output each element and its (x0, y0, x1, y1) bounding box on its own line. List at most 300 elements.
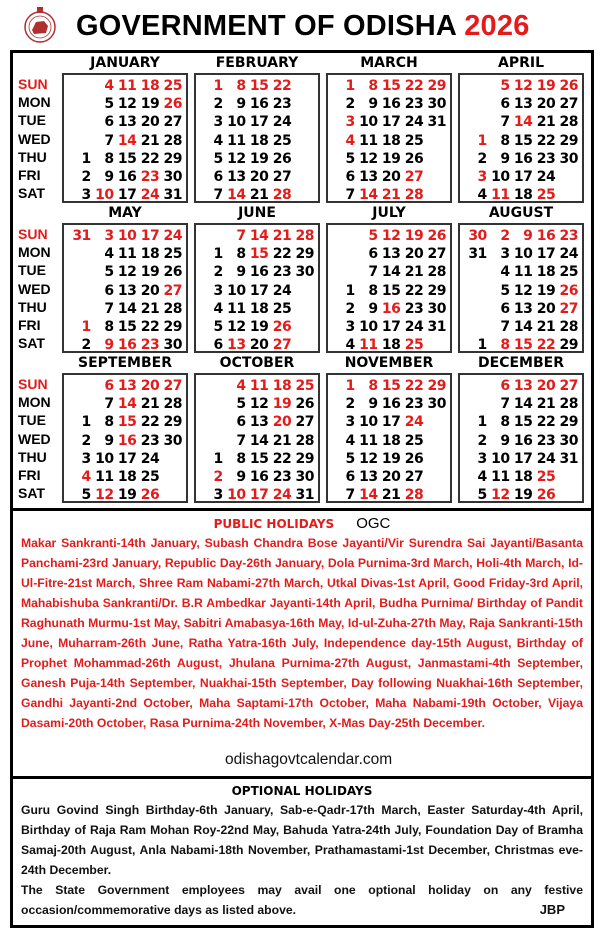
date: 29 (163, 414, 182, 431)
date: 25 (272, 300, 292, 317)
date: 19 (140, 264, 160, 281)
date: 12 (227, 150, 246, 167)
weekday-row (464, 336, 578, 354)
date: 30 (559, 150, 578, 167)
weekday-row (464, 300, 578, 318)
date (291, 168, 314, 186)
weekday-row (464, 395, 578, 413)
date: 9 (500, 150, 510, 167)
date: 19 (513, 487, 533, 504)
date: 19 (381, 450, 401, 467)
date (423, 432, 446, 450)
date: 19 (249, 150, 269, 167)
date (555, 486, 578, 504)
divider (10, 776, 594, 779)
date (423, 132, 446, 150)
holiday-date: 5 (368, 228, 378, 244)
holiday-date: 6 (500, 378, 510, 394)
date: 17 (536, 246, 556, 263)
weekday-row (200, 132, 314, 150)
weekday-row (200, 336, 314, 354)
month-grid (326, 73, 452, 203)
weekday-label: SAT (18, 335, 45, 352)
month-name: JUNE (238, 205, 276, 221)
date: 9 (500, 432, 510, 449)
date: 18 (381, 337, 401, 354)
date: 6 (345, 468, 355, 485)
holiday-date: 1 (345, 78, 355, 94)
optional-holidays-heading: OPTIONAL HOLIDAYS (231, 784, 373, 798)
date: 25 (404, 432, 424, 449)
weekday-row (332, 432, 446, 450)
weekday-row (332, 318, 446, 336)
holiday-date: 16 (536, 228, 556, 244)
holiday-date: 1 (345, 378, 355, 394)
date: 7 (104, 132, 114, 149)
holiday-date: 10 (95, 187, 114, 204)
date: 27 (404, 468, 424, 485)
holiday-date: 24 (272, 487, 292, 504)
holiday-date: 15 (381, 378, 401, 394)
date: 14 (249, 432, 269, 449)
date: 6 (213, 168, 223, 185)
date (464, 300, 487, 318)
date: 19 (536, 282, 556, 299)
holiday-date: 8 (500, 337, 510, 354)
weekday-label: THU (18, 448, 47, 465)
date: 5 (236, 396, 246, 413)
date: 23 (272, 264, 292, 281)
date: 11 (491, 468, 510, 485)
date (332, 245, 355, 263)
weekday-row (332, 377, 446, 395)
month-august (458, 203, 584, 353)
date: 14 (513, 318, 533, 335)
weekday-row (332, 486, 446, 504)
weekday-row (200, 377, 314, 395)
date: 2 (477, 150, 487, 167)
holiday-date: 13 (513, 378, 533, 394)
holiday-date: 13 (227, 337, 246, 354)
date: 23 (140, 432, 160, 449)
date: 23 (404, 300, 424, 317)
weekday-label: SUN (18, 376, 48, 392)
month-grid (62, 223, 188, 353)
date: 10 (359, 414, 378, 431)
date: 30 (163, 432, 182, 449)
date: 6 (104, 282, 114, 299)
date: 17 (381, 414, 401, 431)
date: 19 (117, 487, 137, 504)
holiday-date: 10 (227, 487, 246, 504)
date: 21 (272, 432, 292, 449)
date: 23 (404, 96, 424, 113)
holiday-date: 20 (140, 378, 160, 394)
holiday-date: 16 (117, 337, 137, 354)
holiday-date: 27 (163, 282, 182, 299)
holiday-date: 27 (559, 378, 578, 394)
date: 6 (104, 114, 114, 131)
month-name: JANUARY (90, 55, 160, 71)
date: 31 (559, 450, 578, 467)
date: 28 (559, 318, 578, 335)
weekday-row (332, 150, 446, 168)
date: 15 (513, 414, 533, 431)
date: 4 (477, 468, 487, 485)
date: 10 (227, 114, 246, 131)
date: 17 (249, 114, 269, 131)
date: 17 (117, 450, 137, 467)
date: 15 (249, 450, 269, 467)
weekday-row (464, 377, 578, 395)
date: 20 (381, 468, 401, 485)
date (464, 263, 487, 281)
holiday-date: 9 (104, 337, 114, 354)
quarter-row (10, 203, 594, 353)
month-name: OCTOBER (219, 355, 295, 371)
date: 11 (359, 132, 378, 149)
holiday-date: 1 (213, 78, 223, 94)
date: 30 (427, 396, 446, 413)
date (68, 77, 91, 95)
date: 7 (104, 300, 114, 317)
weekday-row (68, 77, 182, 95)
date: 22 (536, 132, 556, 149)
weekday-label: TUE (18, 412, 46, 429)
date: 22 (536, 414, 556, 431)
date: 17 (513, 450, 533, 467)
weekday-row (464, 245, 578, 263)
holiday-date: 22 (404, 78, 424, 94)
date: 11 (227, 132, 246, 149)
month-grid (458, 373, 584, 503)
date: 8 (104, 318, 114, 335)
date: 7 (104, 396, 114, 413)
date: 13 (381, 246, 401, 263)
date: 10 (359, 318, 378, 335)
date (464, 77, 487, 95)
date: 2 (477, 432, 487, 449)
date: 23 (272, 96, 292, 113)
holiday-date: 26 (536, 487, 556, 504)
date: 14 (117, 300, 137, 317)
holiday-date: 12 (491, 487, 510, 504)
month-grid (194, 373, 320, 503)
date: 12 (117, 96, 137, 113)
holiday-date: 17 (140, 228, 160, 244)
weekday-row (68, 186, 182, 204)
date: 18 (140, 246, 160, 263)
holiday-date: 25 (536, 187, 556, 204)
holiday-date: 14 (117, 396, 137, 413)
date: 29 (163, 150, 182, 167)
date: 21 (536, 114, 556, 131)
date: 5 (213, 318, 223, 335)
date: 24 (404, 114, 424, 131)
weekday-row (332, 245, 446, 263)
date: 10 (513, 246, 533, 263)
date: 6 (500, 300, 510, 317)
weekday-row (68, 336, 182, 354)
date: 2 (213, 264, 223, 281)
date: 25 (404, 132, 424, 149)
date: 5 (345, 450, 355, 467)
date (68, 377, 91, 395)
date: 3 (213, 487, 223, 504)
date (200, 395, 223, 413)
holiday-date: 4 (104, 78, 114, 94)
weekday-label: THU (18, 298, 47, 315)
date: 25 (559, 264, 578, 281)
date: 27 (295, 414, 314, 431)
public-holidays-title: PUBLIC HOLIDAYS (213, 517, 335, 531)
date: 31 (468, 246, 487, 263)
holiday-date: 11 (249, 378, 269, 394)
weekday-row (464, 77, 578, 95)
date: 5 (477, 487, 487, 504)
weekday-row (332, 468, 446, 486)
date: 6 (368, 246, 378, 263)
holiday-date: 25 (536, 468, 556, 485)
holiday-date: 2 (213, 468, 223, 485)
holiday-date: 23 (140, 168, 160, 185)
date (464, 113, 487, 131)
weekday-row (332, 168, 446, 186)
date: 7 (213, 187, 223, 204)
date: 1 (213, 450, 223, 467)
holiday-date: 24 (163, 228, 182, 244)
date: 9 (236, 264, 246, 281)
date (423, 486, 446, 504)
date: 1 (81, 150, 91, 167)
date: 2 (81, 337, 91, 354)
date: 14 (513, 396, 533, 413)
holiday-date: 10 (117, 228, 137, 244)
date: 23 (404, 396, 424, 413)
weekday-row (68, 263, 182, 281)
date: 7 (500, 396, 510, 413)
month-grid (62, 373, 188, 503)
holiday-date: 20 (272, 414, 292, 431)
date: 12 (513, 282, 533, 299)
date: 16 (513, 150, 533, 167)
weekday-row (200, 245, 314, 263)
date: 3 (345, 318, 355, 335)
date: 28 (163, 132, 182, 149)
date: 15 (117, 318, 137, 335)
weekday-label: MON (18, 94, 51, 111)
holiday-date: 26 (163, 96, 182, 113)
date: 4 (104, 246, 114, 263)
holiday-date: 12 (381, 228, 401, 244)
weekday-row (68, 300, 182, 318)
date: 8 (236, 450, 246, 467)
weekday-row (464, 168, 578, 186)
date: 27 (427, 246, 446, 263)
date: 10 (95, 450, 114, 467)
month-april (458, 53, 584, 203)
weekday-label: THU (18, 148, 47, 165)
date: 6 (345, 168, 355, 185)
date: 30 (295, 264, 314, 281)
date: 3 (500, 246, 510, 263)
holiday-date: 15 (513, 337, 533, 354)
weekday-label: SAT (18, 485, 45, 502)
ogc-tag: OGC (356, 515, 391, 532)
date: 7 (345, 187, 355, 204)
date: 3 (477, 450, 487, 467)
date: 13 (513, 96, 533, 113)
optional-holidays-section (13, 780, 591, 920)
date: 16 (381, 396, 401, 413)
date: 10 (359, 114, 378, 131)
holiday-date: 21 (272, 228, 292, 244)
weekday-row (200, 95, 314, 113)
date: 7 (500, 114, 510, 131)
holiday-date: 14 (513, 114, 533, 131)
date: 22 (404, 282, 424, 299)
date (159, 468, 182, 486)
date (291, 132, 314, 150)
date: 16 (249, 264, 269, 281)
date: 12 (117, 264, 137, 281)
date (68, 132, 91, 150)
month-grid (458, 73, 584, 203)
date: 5 (104, 264, 114, 281)
holiday-date: 7 (236, 228, 246, 244)
month-december (458, 353, 584, 503)
date: 8 (500, 414, 510, 431)
weekday-row (68, 318, 182, 336)
date: 27 (272, 168, 292, 185)
weekday-row (332, 300, 446, 318)
weekday-label: MON (18, 244, 51, 261)
date: 17 (513, 168, 533, 185)
date: 4 (213, 132, 223, 149)
date (68, 245, 91, 263)
date: 9 (104, 168, 114, 185)
date: 23 (272, 468, 292, 485)
date: 18 (381, 132, 401, 149)
holiday-date: 29 (427, 78, 446, 94)
date: 7 (368, 264, 378, 281)
date: 2 (213, 96, 223, 113)
date: 6 (213, 337, 223, 354)
date: 11 (513, 264, 533, 281)
date (464, 95, 487, 113)
weekday-row (200, 113, 314, 131)
date: 19 (249, 318, 269, 335)
weekday-row (332, 282, 446, 300)
date: 9 (368, 300, 378, 317)
date: 30 (559, 432, 578, 449)
weekday-row (68, 486, 182, 504)
holiday-date: 1 (81, 318, 91, 335)
date: 24 (559, 246, 578, 263)
public-holidays-section (13, 511, 591, 774)
holiday-date: 8 (368, 78, 378, 94)
holiday-date: 4 (236, 378, 246, 394)
weekday-row (200, 450, 314, 468)
holiday-date: 1 (477, 132, 487, 149)
optional-note-line2: occasion/commemorative days as listed above. (21, 903, 297, 917)
weekday-row (464, 413, 578, 431)
date: 30 (163, 168, 182, 185)
weekday-label: WED (18, 280, 51, 297)
date: 13 (117, 282, 137, 299)
date: 18 (249, 300, 269, 317)
date: 20 (536, 96, 556, 113)
date (332, 263, 355, 281)
weekday-row (200, 77, 314, 95)
weekday-row (332, 450, 446, 468)
date: 26 (272, 150, 292, 167)
date: 4 (500, 264, 510, 281)
weekday-row (200, 168, 314, 186)
month-july (326, 203, 452, 353)
date: 9 (368, 96, 378, 113)
holiday-date: 28 (272, 187, 292, 204)
date: 11 (117, 246, 137, 263)
weekday-row (200, 186, 314, 204)
holiday-date: 18 (140, 78, 160, 94)
date (423, 336, 446, 354)
date: 22 (140, 414, 160, 431)
holiday-date: 3 (345, 114, 355, 131)
optional-holidays-text: Guru Govind Singh Birthday-6th January, Sab-e-Qadr-17th March, Easter Saturday-4th April, Birthday of Raja Ram Mohan Roy-22nd May, Bahuda Yatra-24th July, Foundation Day of Bramha Samaj-20th August, Anla Nabami-18th November, Prathamastami-1st December, Christmas eve-24th December. (21, 803, 583, 877)
holiday-date: 5 (500, 78, 510, 94)
date: 15 (381, 282, 401, 299)
holiday-date: 11 (491, 187, 510, 204)
date: 10 (227, 282, 246, 299)
date: 12 (227, 318, 246, 335)
holiday-date: 17 (249, 487, 269, 504)
date: 8 (236, 246, 246, 263)
date: 16 (513, 432, 533, 449)
date: 5 (81, 487, 91, 504)
date (200, 377, 223, 395)
date: 3 (213, 282, 223, 299)
date (68, 282, 91, 300)
date: 31 (427, 114, 446, 131)
weekday-row (464, 132, 578, 150)
date: 31 (163, 187, 182, 204)
weekday-row (68, 413, 182, 431)
weekday-row (332, 413, 446, 431)
weekday-row (464, 450, 578, 468)
date: 24 (536, 450, 556, 467)
title-text: GOVERNMENT OF ODISHA (76, 10, 465, 42)
public-holidays-text: Makar Sankranti-14th January, Subash Chandra Bose Jayanti/Vir Surendra Sai Jayanti/Basanta Panchami-23rd January, Republic Day-26th January, Dola Purnima-3rd March, Holi-4th March, Id-Ul-Fitre-21st March, Shree Ram Nabami-27th March, Utkal Divas-1st April, Good Friday-3rd April, Mahabishuba Sankranti/Dr. B.R Ambedkar Jayanti-14th April, Budha Purnima/ Birthday of Pandit Raghunath Murmu-1st May, Sabitri Amabasya-16th May, Id-ul-Zuha-27th May, Raja Sankranti-15th June, Muharram-26th June, Ratha Yatra-16th July, Independence day-15th August, Birthday of Prophet Mohammad-26th August, Jhulana Purnima-27th August, Janmastami-4th September, Ganesh Puja-14th September, Nuakhai-15th September, Day following Nuakhai-16th September, Gandhi Jayanti-2nd October, Maha Saptami-17th October, Maha Nabami-19th October, Vijaya Dasami-20th October, Rasa Purnima-24th November, X-Mas Day-25th December. (21, 536, 583, 730)
weekday-row (332, 95, 446, 113)
weekday-row (464, 263, 578, 281)
date: 21 (536, 396, 556, 413)
date: 20 (140, 282, 160, 299)
weekday-row (464, 486, 578, 504)
date: 20 (140, 114, 160, 131)
date: 6 (500, 96, 510, 113)
date: 17 (381, 318, 401, 335)
holiday-date: 14 (249, 228, 269, 244)
date: 1 (477, 414, 487, 431)
date: 28 (163, 396, 182, 413)
holiday-date: 26 (140, 487, 160, 504)
month-grid (458, 223, 584, 353)
date: 5 (104, 96, 114, 113)
holiday-date: 30 (468, 228, 487, 244)
weekday-label: FRI (18, 466, 41, 483)
holiday-date: 16 (117, 432, 137, 449)
